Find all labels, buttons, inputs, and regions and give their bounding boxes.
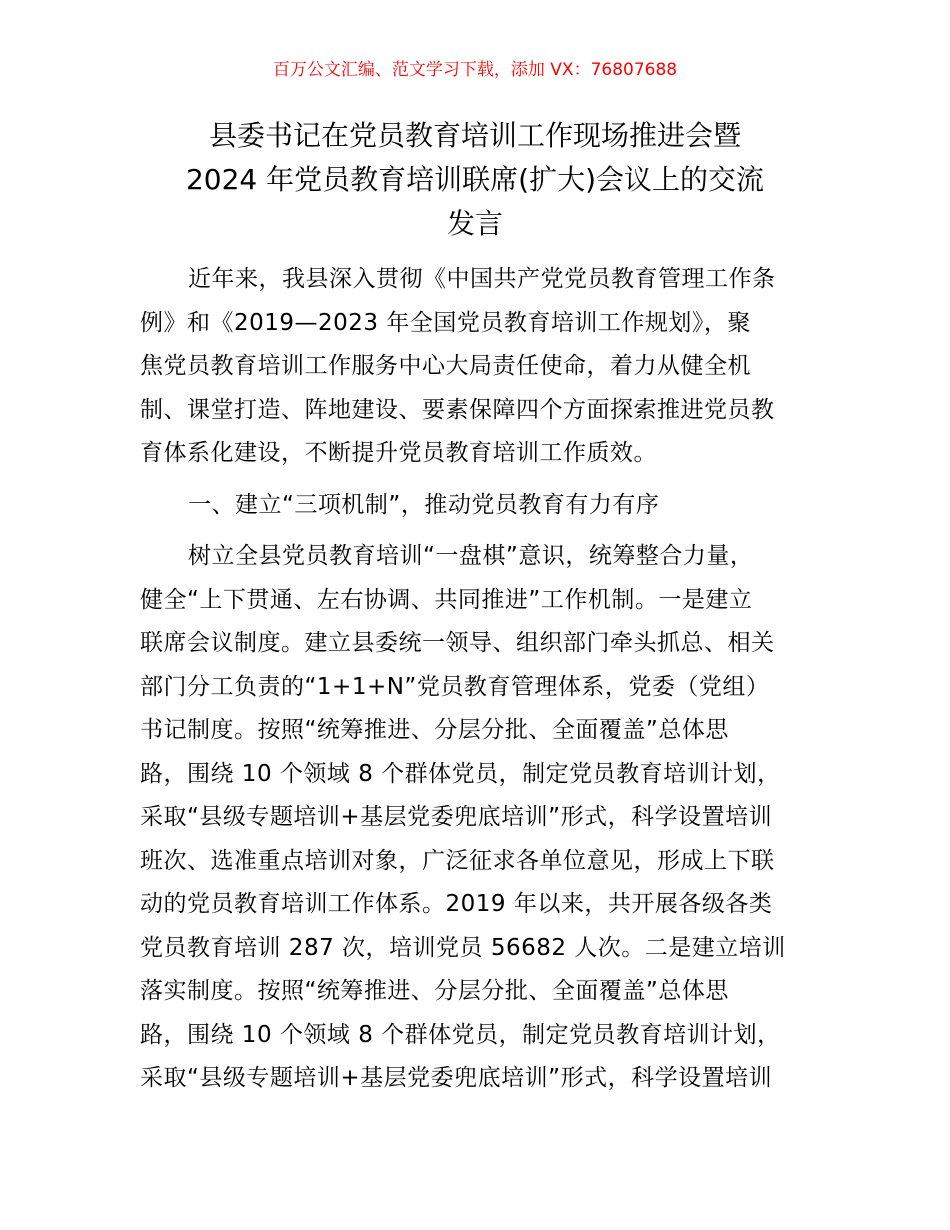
text-line: 书记制度。按照“统筹推进、分层分批、全面覆盖”总体思 (140, 717, 729, 743)
document-body (140, 258, 812, 1101)
text-line: 动的党员教育培训工作体系。2019 年以来，共开展各级各类 (140, 891, 773, 917)
document-title (140, 114, 810, 246)
text-line: 采取“县级专题培训+基层党委兜底培训”形式，科学设置培训 (140, 1065, 773, 1091)
text-line: 焦党员教育培训工作服务中心大局责任使命，着力从健全机 (140, 353, 751, 379)
section-heading (140, 484, 812, 528)
title-line: 县委书记在党员教育培训工作现场推进会暨 (208, 119, 741, 152)
text-line: 路，围绕 10 个领域 8 个群体党员，制定党员教育培训计划， (140, 1021, 781, 1048)
text-line: 育体系化建设，不断提升党员教育培训工作质效。 (140, 440, 657, 466)
text-line: 落实制度。按照“统筹推进、分层分批、全面覆盖”总体思 (140, 978, 729, 1004)
text-line: 班次、选准重点培训对象，广泛征求各单位意见，形成上下联 (140, 847, 775, 874)
text-line: 例》和《2019—2023 年全国党员教育培训工作规划》，聚 (140, 309, 751, 336)
text-line: 制、课堂打造、阵地建设、要素保障四个方面探索推进党员教 (140, 396, 775, 423)
title-line: 发言 (446, 207, 503, 240)
text-line: 树立全县党员教育培训“一盘棋”意识，统筹整合力量， (188, 543, 754, 569)
watermark-header-note: 百万公文汇编、范文学习下载，添加 VX：76807688 (272, 60, 678, 80)
section-heading-text: 一、建立“三项机制”，推动党员教育有力有序 (188, 491, 660, 518)
text-line: 健全“上下贯通、左右协调、共同推进”工作机制。一是建立 (140, 586, 753, 613)
text-line: 近年来，我县深入贯彻《中国共产党党员教育管理工作条 (188, 266, 776, 292)
text-line: 党员教育培训 287 次，培训党员 56682 人次。二是建立培训 (140, 934, 786, 961)
paragraph-intro (140, 258, 812, 476)
text-line: 采取“县级专题培训+基层党委兜底培训”形式，科学设置培训 (140, 804, 773, 830)
paragraph-mechanisms (140, 535, 812, 1101)
text-line: 联席会议制度。建立县委统一领导、组织部门牵头抓总、相关 (140, 630, 775, 656)
title-line: 2024 年党员教育培训联席(扩大)会议上的交流 (185, 163, 764, 196)
text-line: 部门分工负责的“1+1+N”党员教育管理体系，党委（党组） (140, 673, 770, 700)
text-line: 路，围绕 10 个领域 8 个群体党员，制定党员教育培训计划， (140, 760, 781, 787)
